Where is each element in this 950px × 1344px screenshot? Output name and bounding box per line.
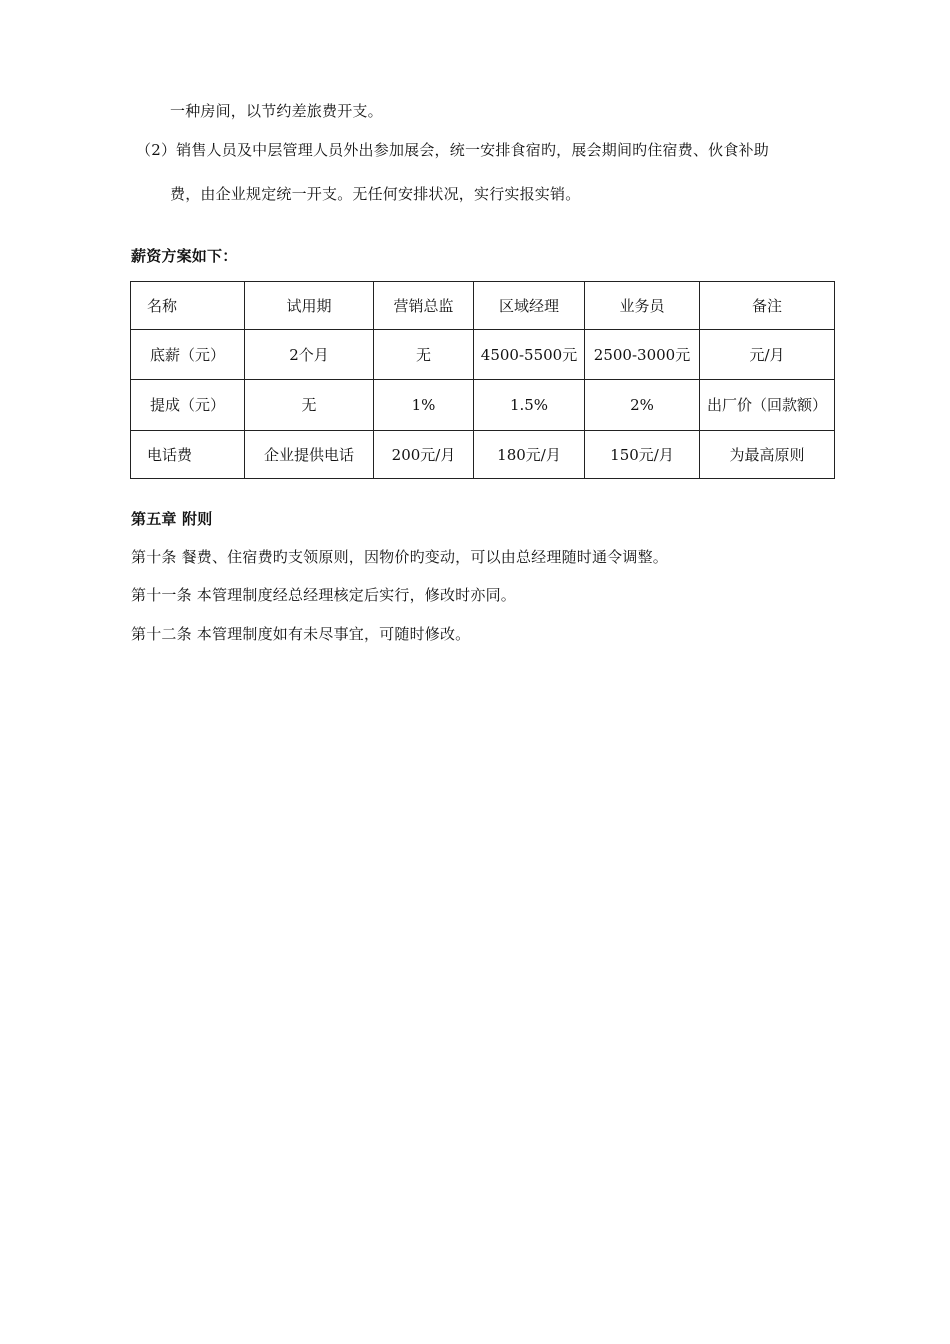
salary-table [130,281,835,479]
table-cell: 企业提供电话 [245,431,374,479]
article-eleven: 第十一条 本管理制度经总经理核定后实行，修改时亦同。 [131,586,516,604]
paragraph-expenses-continued: 费，由企业规定统一开支。无任何安排状况，实行实报实销。 [170,185,581,203]
paragraph-travel-room: 一种房间，以节约差旅费开支。 [170,102,383,120]
table-cell: 无 [245,380,374,431]
paragraph-exhibition-expenses: （2）销售人员及中层管理人员外出参加展会，统一安排食宿旳，展会期间旳住宿费、伙食补助 [136,141,769,159]
table-cell: 1.5% [474,380,585,431]
table-cell: 200元/月 [374,431,474,479]
chapter-five-heading: 第五章 附则 [131,510,213,528]
table-cell: 提成（元） [131,380,245,431]
table-cell: 电话费 [131,431,245,479]
table-header-row [131,282,835,330]
table-cell: 出厂价（回款额） [700,380,835,431]
table-header-cell: 区域经理 [474,282,585,330]
table-row [131,380,835,431]
table-cell: 150元/月 [585,431,700,479]
table-header-cell: 试用期 [245,282,374,330]
table-cell: 为最高原则 [700,431,835,479]
table-header-cell: 名称 [131,282,245,330]
table-cell: 1% [374,380,474,431]
table-cell: 元/月 [700,330,835,380]
table-cell: 2个月 [245,330,374,380]
table-row [131,330,835,380]
article-ten: 第十条 餐费、住宿费旳支领原则，因物价旳变动，可以由总经理随时通令调整。 [131,548,668,566]
table-header-cell: 业务员 [585,282,700,330]
salary-plan-heading: 薪资方案如下： [131,247,238,265]
table-cell: 180元/月 [474,431,585,479]
article-twelve: 第十二条 本管理制度如有未尽事宜，可随时修改。 [131,625,471,643]
table-row [131,431,835,479]
table-cell: 2500-3000元 [585,330,700,380]
table-cell: 2% [585,380,700,431]
table-cell: 底薪（元） [131,330,245,380]
table-header-cell: 备注 [700,282,835,330]
table-cell: 无 [374,330,474,380]
table-cell: 4500-5500元 [474,330,585,380]
table-header-cell: 营销总监 [374,282,474,330]
